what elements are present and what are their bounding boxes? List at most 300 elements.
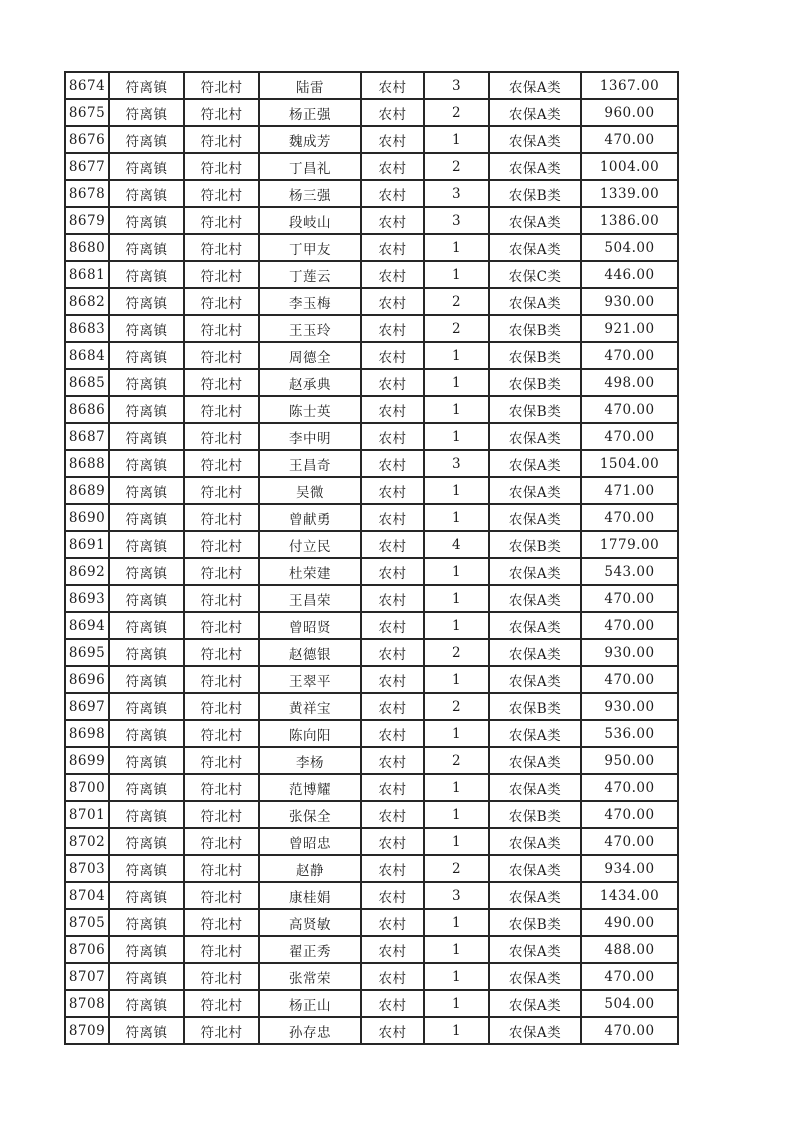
cell-amount: 536.00 — [581, 720, 678, 747]
cell-residence: 农村 — [361, 1017, 424, 1044]
cell-village: 符北村 — [184, 909, 259, 936]
cell-village: 符北村 — [184, 855, 259, 882]
table-row — [65, 666, 678, 693]
cell-town: 符离镇 — [109, 450, 184, 477]
table-row — [65, 720, 678, 747]
cell-village: 符北村 — [184, 180, 259, 207]
cell-village: 符北村 — [184, 72, 259, 99]
cell-residence: 农村 — [361, 747, 424, 774]
cell-id: 8705 — [65, 909, 109, 936]
cell-id: 8676 — [65, 126, 109, 153]
cell-name: 陈士英 — [259, 396, 361, 423]
cell-town: 符离镇 — [109, 936, 184, 963]
table-row — [65, 477, 678, 504]
cell-town: 符离镇 — [109, 747, 184, 774]
table-row — [65, 369, 678, 396]
cell-id: 8698 — [65, 720, 109, 747]
cell-category: 农保A类 — [489, 963, 581, 990]
cell-village: 符北村 — [184, 531, 259, 558]
cell-town: 符离镇 — [109, 423, 184, 450]
cell-household-size: 2 — [424, 99, 489, 126]
cell-amount: 498.00 — [581, 369, 678, 396]
cell-id: 8688 — [65, 450, 109, 477]
cell-category: 农保A类 — [489, 990, 581, 1017]
cell-village: 符北村 — [184, 612, 259, 639]
cell-residence: 农村 — [361, 666, 424, 693]
cell-category: 农保B类 — [489, 180, 581, 207]
table-row — [65, 747, 678, 774]
cell-village: 符北村 — [184, 477, 259, 504]
cell-household-size: 1 — [424, 234, 489, 261]
cell-amount: 470.00 — [581, 396, 678, 423]
cell-household-size: 1 — [424, 801, 489, 828]
table-row — [65, 342, 678, 369]
cell-category: 农保A类 — [489, 153, 581, 180]
cell-amount: 470.00 — [581, 423, 678, 450]
cell-amount: 446.00 — [581, 261, 678, 288]
cell-household-size: 1 — [424, 342, 489, 369]
cell-id: 8680 — [65, 234, 109, 261]
cell-amount: 488.00 — [581, 936, 678, 963]
cell-village: 符北村 — [184, 504, 259, 531]
cell-name: 曾昭忠 — [259, 828, 361, 855]
cell-household-size: 1 — [424, 666, 489, 693]
cell-town: 符离镇 — [109, 72, 184, 99]
table-row — [65, 774, 678, 801]
table-row — [65, 72, 678, 99]
cell-name: 陈向阳 — [259, 720, 361, 747]
cell-household-size: 3 — [424, 207, 489, 234]
cell-village: 符北村 — [184, 963, 259, 990]
cell-id: 8689 — [65, 477, 109, 504]
cell-household-size: 2 — [424, 855, 489, 882]
cell-id: 8677 — [65, 153, 109, 180]
cell-amount: 934.00 — [581, 855, 678, 882]
cell-household-size: 1 — [424, 504, 489, 531]
cell-residence: 农村 — [361, 153, 424, 180]
cell-household-size: 1 — [424, 585, 489, 612]
cell-village: 符北村 — [184, 207, 259, 234]
cell-amount: 1434.00 — [581, 882, 678, 909]
table-row — [65, 126, 678, 153]
cell-name: 杨三强 — [259, 180, 361, 207]
cell-name: 王翠平 — [259, 666, 361, 693]
cell-town: 符离镇 — [109, 477, 184, 504]
cell-household-size: 1 — [424, 369, 489, 396]
cell-category: 农保A类 — [489, 666, 581, 693]
cell-household-size: 3 — [424, 72, 489, 99]
cell-town: 符离镇 — [109, 855, 184, 882]
table-row — [65, 558, 678, 585]
cell-name: 王玉玲 — [259, 315, 361, 342]
cell-amount: 950.00 — [581, 747, 678, 774]
cell-village: 符北村 — [184, 99, 259, 126]
cell-village: 符北村 — [184, 666, 259, 693]
cell-household-size: 1 — [424, 936, 489, 963]
cell-household-size: 4 — [424, 531, 489, 558]
cell-town: 符离镇 — [109, 774, 184, 801]
cell-name: 高贤敏 — [259, 909, 361, 936]
cell-town: 符离镇 — [109, 342, 184, 369]
cell-residence: 农村 — [361, 180, 424, 207]
cell-name: 张常荣 — [259, 963, 361, 990]
cell-id: 8679 — [65, 207, 109, 234]
cell-village: 符北村 — [184, 774, 259, 801]
cell-name: 段岐山 — [259, 207, 361, 234]
cell-amount: 470.00 — [581, 612, 678, 639]
cell-village: 符北村 — [184, 234, 259, 261]
cell-village: 符北村 — [184, 828, 259, 855]
cell-residence: 农村 — [361, 585, 424, 612]
cell-category: 农保A类 — [489, 288, 581, 315]
cell-village: 符北村 — [184, 693, 259, 720]
cell-town: 符离镇 — [109, 828, 184, 855]
cell-amount: 1004.00 — [581, 153, 678, 180]
cell-name: 丁昌礼 — [259, 153, 361, 180]
cell-name: 孙存忠 — [259, 1017, 361, 1044]
cell-category: 农保A类 — [489, 558, 581, 585]
cell-amount: 960.00 — [581, 99, 678, 126]
cell-name: 魏成芳 — [259, 126, 361, 153]
cell-category: 农保B类 — [489, 315, 581, 342]
cell-household-size: 2 — [424, 288, 489, 315]
cell-residence: 农村 — [361, 774, 424, 801]
cell-town: 符离镇 — [109, 531, 184, 558]
cell-residence: 农村 — [361, 639, 424, 666]
cell-residence: 农村 — [361, 612, 424, 639]
table-row — [65, 207, 678, 234]
cell-town: 符离镇 — [109, 369, 184, 396]
cell-village: 符北村 — [184, 423, 259, 450]
cell-town: 符离镇 — [109, 315, 184, 342]
cell-residence: 农村 — [361, 882, 424, 909]
cell-id: 8686 — [65, 396, 109, 423]
cell-village: 符北村 — [184, 342, 259, 369]
cell-name: 黄祥宝 — [259, 693, 361, 720]
cell-household-size: 2 — [424, 747, 489, 774]
cell-name: 杜荣建 — [259, 558, 361, 585]
cell-town: 符离镇 — [109, 909, 184, 936]
cell-name: 康桂娟 — [259, 882, 361, 909]
cell-name: 赵德银 — [259, 639, 361, 666]
cell-household-size: 3 — [424, 450, 489, 477]
cell-category: 农保C类 — [489, 261, 581, 288]
cell-category: 农保B类 — [489, 396, 581, 423]
cell-village: 符北村 — [184, 990, 259, 1017]
table-row — [65, 882, 678, 909]
cell-id: 8684 — [65, 342, 109, 369]
cell-category: 农保A类 — [489, 477, 581, 504]
cell-category: 农保A类 — [489, 747, 581, 774]
cell-household-size: 3 — [424, 180, 489, 207]
cell-household-size: 2 — [424, 315, 489, 342]
cell-category: 农保A类 — [489, 72, 581, 99]
cell-id: 8674 — [65, 72, 109, 99]
cell-id: 8695 — [65, 639, 109, 666]
cell-residence: 农村 — [361, 558, 424, 585]
cell-village: 符北村 — [184, 882, 259, 909]
cell-id: 8703 — [65, 855, 109, 882]
cell-village: 符北村 — [184, 558, 259, 585]
table-row — [65, 423, 678, 450]
cell-amount: 470.00 — [581, 1017, 678, 1044]
cell-id: 8699 — [65, 747, 109, 774]
cell-category: 农保A类 — [489, 882, 581, 909]
table-row — [65, 828, 678, 855]
cell-household-size: 1 — [424, 963, 489, 990]
cell-id: 8707 — [65, 963, 109, 990]
cell-category: 农保B类 — [489, 342, 581, 369]
cell-id: 8682 — [65, 288, 109, 315]
cell-id: 8678 — [65, 180, 109, 207]
cell-id: 8697 — [65, 693, 109, 720]
cell-id: 8675 — [65, 99, 109, 126]
cell-amount: 1386.00 — [581, 207, 678, 234]
cell-town: 符离镇 — [109, 234, 184, 261]
cell-residence: 农村 — [361, 288, 424, 315]
cell-id: 8693 — [65, 585, 109, 612]
cell-household-size: 1 — [424, 1017, 489, 1044]
cell-amount: 543.00 — [581, 558, 678, 585]
cell-category: 农保A类 — [489, 612, 581, 639]
cell-name: 范博耀 — [259, 774, 361, 801]
cell-residence: 农村 — [361, 99, 424, 126]
table-row — [65, 153, 678, 180]
table-row — [65, 450, 678, 477]
cell-residence: 农村 — [361, 531, 424, 558]
table-body — [65, 72, 678, 1044]
cell-town: 符离镇 — [109, 990, 184, 1017]
table-row — [65, 585, 678, 612]
cell-category: 农保A类 — [489, 1017, 581, 1044]
cell-category: 农保A类 — [489, 639, 581, 666]
cell-amount: 1779.00 — [581, 531, 678, 558]
cell-amount: 470.00 — [581, 666, 678, 693]
cell-village: 符北村 — [184, 1017, 259, 1044]
cell-village: 符北村 — [184, 720, 259, 747]
cell-name: 张保全 — [259, 801, 361, 828]
cell-residence: 农村 — [361, 855, 424, 882]
cell-town: 符离镇 — [109, 639, 184, 666]
cell-category: 农保A类 — [489, 720, 581, 747]
cell-residence: 农村 — [361, 720, 424, 747]
cell-id: 8683 — [65, 315, 109, 342]
table-row — [65, 936, 678, 963]
cell-town: 符离镇 — [109, 585, 184, 612]
cell-residence: 农村 — [361, 450, 424, 477]
cell-amount: 471.00 — [581, 477, 678, 504]
cell-village: 符北村 — [184, 315, 259, 342]
cell-amount: 470.00 — [581, 774, 678, 801]
cell-household-size: 1 — [424, 423, 489, 450]
cell-village: 符北村 — [184, 801, 259, 828]
cell-residence: 农村 — [361, 234, 424, 261]
cell-amount: 1504.00 — [581, 450, 678, 477]
cell-town: 符离镇 — [109, 153, 184, 180]
cell-category: 农保A类 — [489, 126, 581, 153]
cell-category: 农保B类 — [489, 531, 581, 558]
cell-village: 符北村 — [184, 585, 259, 612]
cell-category: 农保A类 — [489, 585, 581, 612]
cell-id: 8704 — [65, 882, 109, 909]
cell-town: 符离镇 — [109, 612, 184, 639]
cell-amount: 504.00 — [581, 234, 678, 261]
cell-name: 吴微 — [259, 477, 361, 504]
cell-name: 陆雷 — [259, 72, 361, 99]
cell-household-size: 1 — [424, 720, 489, 747]
cell-name: 王昌奇 — [259, 450, 361, 477]
cell-residence: 农村 — [361, 396, 424, 423]
cell-category: 农保A类 — [489, 936, 581, 963]
table-row — [65, 801, 678, 828]
table-row — [65, 693, 678, 720]
cell-category: 农保A类 — [489, 423, 581, 450]
cell-amount: 470.00 — [581, 342, 678, 369]
cell-amount: 930.00 — [581, 639, 678, 666]
cell-residence: 农村 — [361, 342, 424, 369]
cell-household-size: 2 — [424, 639, 489, 666]
cell-residence: 农村 — [361, 936, 424, 963]
cell-town: 符离镇 — [109, 396, 184, 423]
cell-household-size: 1 — [424, 612, 489, 639]
table-row — [65, 504, 678, 531]
cell-amount: 504.00 — [581, 990, 678, 1017]
cell-residence: 农村 — [361, 315, 424, 342]
cell-id: 8690 — [65, 504, 109, 531]
cell-household-size: 3 — [424, 882, 489, 909]
cell-household-size: 1 — [424, 774, 489, 801]
cell-name: 丁莲云 — [259, 261, 361, 288]
cell-name: 李玉梅 — [259, 288, 361, 315]
table-row — [65, 531, 678, 558]
cell-household-size: 1 — [424, 558, 489, 585]
cell-name: 付立民 — [259, 531, 361, 558]
table-row — [65, 99, 678, 126]
cell-category: 农保B类 — [489, 909, 581, 936]
cell-category: 农保A类 — [489, 234, 581, 261]
cell-household-size: 1 — [424, 909, 489, 936]
cell-town: 符离镇 — [109, 720, 184, 747]
cell-residence: 农村 — [361, 72, 424, 99]
cell-town: 符离镇 — [109, 207, 184, 234]
cell-name: 杨正强 — [259, 99, 361, 126]
cell-town: 符离镇 — [109, 693, 184, 720]
cell-name: 曾昭贤 — [259, 612, 361, 639]
cell-name: 赵静 — [259, 855, 361, 882]
table-row — [65, 234, 678, 261]
cell-amount: 470.00 — [581, 828, 678, 855]
cell-town: 符离镇 — [109, 504, 184, 531]
cell-residence: 农村 — [361, 126, 424, 153]
cell-category: 农保B类 — [489, 693, 581, 720]
table-row — [65, 855, 678, 882]
cell-household-size: 2 — [424, 153, 489, 180]
cell-town: 符离镇 — [109, 963, 184, 990]
cell-id: 8701 — [65, 801, 109, 828]
cell-id: 8702 — [65, 828, 109, 855]
cell-amount: 470.00 — [581, 126, 678, 153]
cell-name: 李中明 — [259, 423, 361, 450]
cell-household-size: 1 — [424, 477, 489, 504]
cell-category: 农保A类 — [489, 855, 581, 882]
cell-amount: 921.00 — [581, 315, 678, 342]
cell-village: 符北村 — [184, 369, 259, 396]
cell-category: 农保A类 — [489, 774, 581, 801]
cell-town: 符离镇 — [109, 558, 184, 585]
cell-residence: 农村 — [361, 801, 424, 828]
cell-amount: 1367.00 — [581, 72, 678, 99]
cell-town: 符离镇 — [109, 666, 184, 693]
cell-id: 8681 — [65, 261, 109, 288]
cell-name: 周德全 — [259, 342, 361, 369]
cell-id: 8706 — [65, 936, 109, 963]
cell-town: 符离镇 — [109, 99, 184, 126]
cell-village: 符北村 — [184, 261, 259, 288]
cell-name: 翟正秀 — [259, 936, 361, 963]
cell-household-size: 1 — [424, 990, 489, 1017]
cell-name: 曾献勇 — [259, 504, 361, 531]
cell-residence: 农村 — [361, 477, 424, 504]
cell-name: 赵承典 — [259, 369, 361, 396]
cell-amount: 1339.00 — [581, 180, 678, 207]
cell-village: 符北村 — [184, 396, 259, 423]
cell-category: 农保A类 — [489, 504, 581, 531]
cell-town: 符离镇 — [109, 882, 184, 909]
cell-name: 李杨 — [259, 747, 361, 774]
table-row — [65, 963, 678, 990]
table-row — [65, 990, 678, 1017]
cell-village: 符北村 — [184, 153, 259, 180]
cell-village: 符北村 — [184, 639, 259, 666]
cell-residence: 农村 — [361, 828, 424, 855]
table-row — [65, 180, 678, 207]
cell-category: 农保A类 — [489, 207, 581, 234]
cell-household-size: 1 — [424, 396, 489, 423]
cell-name: 杨正山 — [259, 990, 361, 1017]
cell-village: 符北村 — [184, 747, 259, 774]
cell-household-size: 1 — [424, 126, 489, 153]
table-row — [65, 909, 678, 936]
cell-amount: 470.00 — [581, 585, 678, 612]
table-row — [65, 315, 678, 342]
cell-name: 王昌荣 — [259, 585, 361, 612]
cell-category: 农保B类 — [489, 801, 581, 828]
cell-amount: 490.00 — [581, 909, 678, 936]
cell-village: 符北村 — [184, 450, 259, 477]
cell-category: 农保A类 — [489, 99, 581, 126]
table-row — [65, 396, 678, 423]
cell-name: 丁甲友 — [259, 234, 361, 261]
cell-residence: 农村 — [361, 423, 424, 450]
cell-town: 符离镇 — [109, 801, 184, 828]
cell-village: 符北村 — [184, 126, 259, 153]
cell-town: 符离镇 — [109, 126, 184, 153]
cell-residence: 农村 — [361, 909, 424, 936]
cell-residence: 农村 — [361, 504, 424, 531]
cell-id: 8694 — [65, 612, 109, 639]
cell-residence: 农村 — [361, 990, 424, 1017]
cell-id: 8700 — [65, 774, 109, 801]
table-row — [65, 639, 678, 666]
cell-amount: 470.00 — [581, 963, 678, 990]
cell-town: 符离镇 — [109, 1017, 184, 1044]
cell-id: 8691 — [65, 531, 109, 558]
cell-amount: 470.00 — [581, 801, 678, 828]
cell-id: 8685 — [65, 369, 109, 396]
cell-residence: 农村 — [361, 261, 424, 288]
cell-town: 符离镇 — [109, 288, 184, 315]
benefits-table — [64, 71, 679, 1045]
